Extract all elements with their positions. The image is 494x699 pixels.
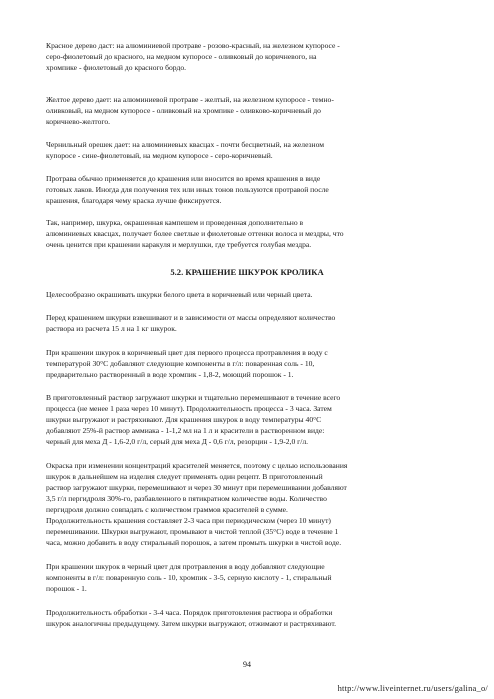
paragraph-dyeing-process xyxy=(46,392,456,447)
watermark-url: http://www.liveinternet.ru/users/galina_o/ xyxy=(337,683,488,693)
text-line: Красное дерево даст: на алюминиевой протраве - розово-красный, на железном купоросе - xyxy=(46,41,340,50)
text-line: раствор загружают шкурки, перемешивают и через 30 минут при перемешивании добавляют xyxy=(46,483,347,492)
text-line: очень ценится при крашении каракуля и мерлушки, где требуется голубая мездра. xyxy=(46,240,312,249)
text-line: пергидроля должно совпадать с количеством граммов красителей в сумме. xyxy=(46,505,288,514)
text-line: перемешивании. Шкурки выгружают, промывают в чистой теплой (35°С) воде в течение 1 xyxy=(46,527,339,536)
text-line: При крашении шкурок в черный цвет для протравления в воду добавляют следующие xyxy=(46,562,325,571)
text-line: В приготовленный раствор загружают шкурки и тщательно перемешивают в течение всего xyxy=(46,393,341,402)
text-line: серо-фиолетовый до красного, на медном купоросе - оливковый до коричневого, на xyxy=(46,52,317,61)
paragraph-red-wood xyxy=(46,40,456,73)
paragraph-mordant xyxy=(46,173,456,206)
text-line: температурой 30°С добавляют следующие компоненты в г/л: поваренная соль - 10, xyxy=(46,359,315,368)
paragraph-brown-mordant xyxy=(46,347,456,380)
text-line: При крашении шкурок в коричневый цвет для первого процесса протравления в воду с xyxy=(46,348,328,357)
text-line: купоросе - сине-фиолетовый, на медном купоросе - серо-коричневый. xyxy=(46,151,273,160)
paragraph-duration xyxy=(46,607,456,629)
paragraph-yellow-wood xyxy=(46,94,456,127)
text-line: процесса (не менее 1 раза через 10 минут). Продолжительность процесса - 3 часа. Затем xyxy=(46,404,332,413)
text-line: Целесообразно окрашивать шкурки белого цвета в коричневый или черный цвета. xyxy=(46,290,313,299)
text-line: Протрава обычно применяется до крашения или вносится во время крашения в виде xyxy=(46,174,321,183)
text-line: Чернильный орешек дает: на алюминиевых квасцах - почти бесцветный, на железном xyxy=(46,140,325,149)
text-line: шкурки выгружают и растряхивают. Для крашения шкурок в воду температуры 40°С xyxy=(46,415,322,424)
paragraph-concentration xyxy=(46,460,456,548)
paragraph-black-dyeing xyxy=(46,561,456,594)
paragraph-ink-nut xyxy=(46,139,456,161)
text-line: коричнево-желтого. xyxy=(46,117,111,126)
text-line: Окраска при изменении концентраций красителей меняется, поэтому с целью использования xyxy=(46,461,348,470)
text-line: крашения, благодаря чему краска лучше фиксируется. xyxy=(46,196,222,205)
text-line: Желтое дерево дает: на алюминиевой протраве - желтый, на железном купоросе - темно- xyxy=(46,95,334,104)
text-line: часа, можно добавить в воду стиральный порошок, а затем промыть шкурки в чистой воде. xyxy=(46,538,342,547)
text-line: шкурок аналогичны предыдущему. Затем шкурки выгружают, отжимают и растряхивают. xyxy=(46,619,336,628)
text-line: добавляют 25%-й раствор аммиака - 1-1,2 мл на 1 л и красители в растворенном виде: xyxy=(46,426,325,435)
text-line: порошок - 1. xyxy=(46,584,87,593)
text-line: шкурок в дальнейшем на изделия следует применять один рецепт. В приготовленный xyxy=(46,472,323,481)
text-line: Так, например, шкурка, окрашенная кампешем и проведенная дополнительно в xyxy=(46,218,304,227)
text-line: 3,5 г/л пергидроля 30%-го, разбавленного в пятикратном количестве воды. Количество xyxy=(46,494,327,503)
text-line: раствора из расчета 15 л на 1 кг шкурок. xyxy=(46,324,177,333)
text-line: черный для меха Д - 1,6-2,0 г/л, серый для меха Д - 0,6 г/л, резорцин - 1,9-2,0 г/л. xyxy=(46,437,309,446)
text-line: алюминиевых квасцах, получает более светлые и фиолетовые оттенки волоса и мездры, что xyxy=(46,229,344,238)
text-line: оливковый, на медном купоросе - оливковый на хромпике - оливково-коричневый до xyxy=(46,106,321,115)
text-line: готовых лаков. Иногда для получения тех или иных тонов пользуются протравой после xyxy=(46,185,329,194)
text-line: компоненты в г/л: поваренную соль - 10, хромпик - 3-5, серную кислоту - 1, стиральный xyxy=(46,573,332,582)
text-line: Перед крашением шкурки взвешивают и в зависимости от массы определяют количество xyxy=(46,313,336,322)
paragraph-weighing xyxy=(46,312,456,334)
text-line: Продолжительность крашения составляет 2-3 часа при периодическом (через 10 минут) xyxy=(46,516,331,525)
text-line: Продолжительность обработки - 3-4 часа. Порядок приготовления раствора и обработки xyxy=(46,608,333,617)
paragraph-example xyxy=(46,217,456,250)
text-line: хромпике - фиолетовый до красного бордо. xyxy=(46,63,187,72)
paragraph-recommendation xyxy=(46,289,456,300)
text-line: предварительно растворенный в воде хромпик - 1,8-2, моющий порошок - 1. xyxy=(46,370,294,379)
section-heading: 5.2. КРАШЕНИЕ ШКУРОК КРОЛИКА xyxy=(170,267,324,277)
page-number: 94 xyxy=(243,660,251,669)
